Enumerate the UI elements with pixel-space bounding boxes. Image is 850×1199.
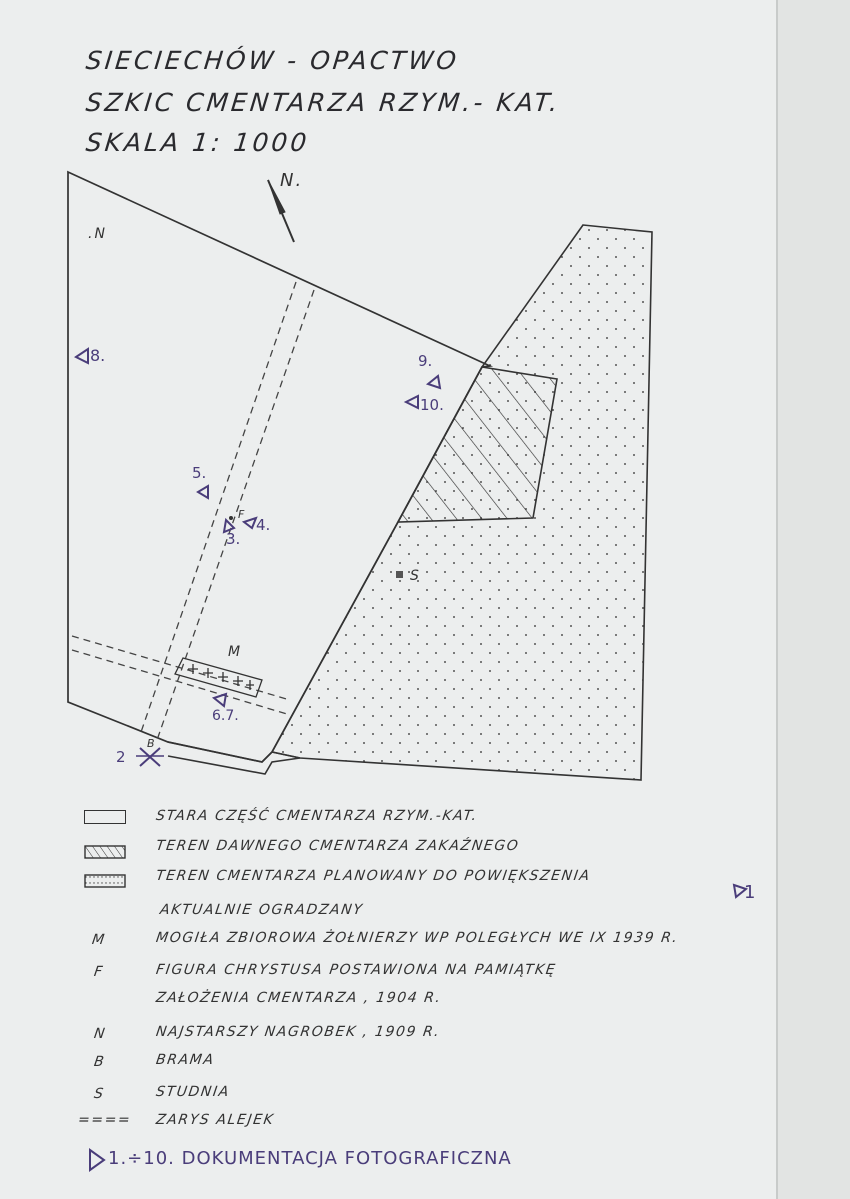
photo-point-8: 8.: [90, 346, 106, 365]
figure-marker: [229, 516, 233, 520]
legend-key-avenue: ====: [76, 1112, 133, 1128]
legend-text-oldest-grave: NAJSTARSZY NAGROBEK , 1909 R.: [154, 1024, 442, 1040]
photo-point-3: 3.: [226, 530, 241, 548]
well-label: S: [410, 568, 421, 584]
former-infectious-cemetery: [398, 367, 557, 522]
photo-point-5: 5.: [192, 464, 207, 482]
legend-text-well: STUDNIA: [154, 1084, 231, 1100]
oldest-grave-label: .N: [88, 226, 107, 242]
gate-marker: [140, 748, 160, 766]
legend-symbol-hatched: [84, 845, 126, 859]
well-marker: [396, 571, 403, 578]
figure-label: F: [238, 508, 247, 521]
photo-point-10: 10.: [420, 396, 444, 414]
title-line-1: SIECIECHÓW - OPACTWO: [84, 46, 461, 75]
legend-key-n: N: [92, 1026, 108, 1042]
legend-text-currently-fenced: AKTUALNIE OGRADZANY: [158, 902, 365, 918]
legend-key-m: M: [90, 932, 107, 948]
legend-text-extension: TEREN CMENTARZA PLANOWANY DO POWIĘKSZENIA: [154, 868, 592, 884]
legend-text-mass-grave: MOGIŁA ZBIOROWA ŻOŁNIERZY WP POLEGŁYCH WE IX 1939 R.: [154, 930, 680, 946]
legend-text-figure: FIGURA CHRYSTUSA POSTAWIONA NA PAMIĄTKĘ: [154, 962, 558, 978]
legend-text-infectious: TEREN DAWNEGO CMENTARZA ZAKAŹNEGO: [154, 838, 521, 854]
legend-key-b: B: [92, 1054, 107, 1070]
legend-text-old-part: STARA CZĘŚĆ CMENTARZA RZYM.-KAT.: [154, 808, 480, 824]
footer-photo-documentation: 1.÷10. DOKUMENTACJA FOTOGRAFICZNA: [108, 1148, 512, 1169]
photo-point-6-7: 6.7.: [212, 708, 239, 724]
mass-grave: [175, 658, 262, 697]
title-scale: SKALA 1: 1000: [84, 128, 311, 157]
photo-point-2: 2: [116, 748, 126, 766]
mass-grave-label: M: [228, 644, 243, 660]
photo-point-4: 4.: [256, 516, 271, 534]
title-line-2: SZKIC CMENTARZA RZYM.- KAT.: [84, 88, 563, 117]
legend-text-gate: BRAMA: [154, 1052, 216, 1068]
gate-label: B: [147, 737, 157, 750]
legend-key-f: F: [92, 964, 105, 980]
legend-text-founding: ZAŁOŻENIA CMENTARZA , 1904 R.: [154, 990, 443, 1006]
legend-text-avenues: ZARYS ALEJEK: [154, 1112, 276, 1128]
north-label: N.: [280, 170, 304, 191]
photo-point-1: 1: [744, 882, 756, 903]
legend-symbol-plain: [84, 810, 126, 824]
legend-symbol-dotted: [84, 874, 126, 888]
legend-key-s: S: [92, 1086, 106, 1102]
photo-point-9: 9.: [418, 352, 433, 370]
